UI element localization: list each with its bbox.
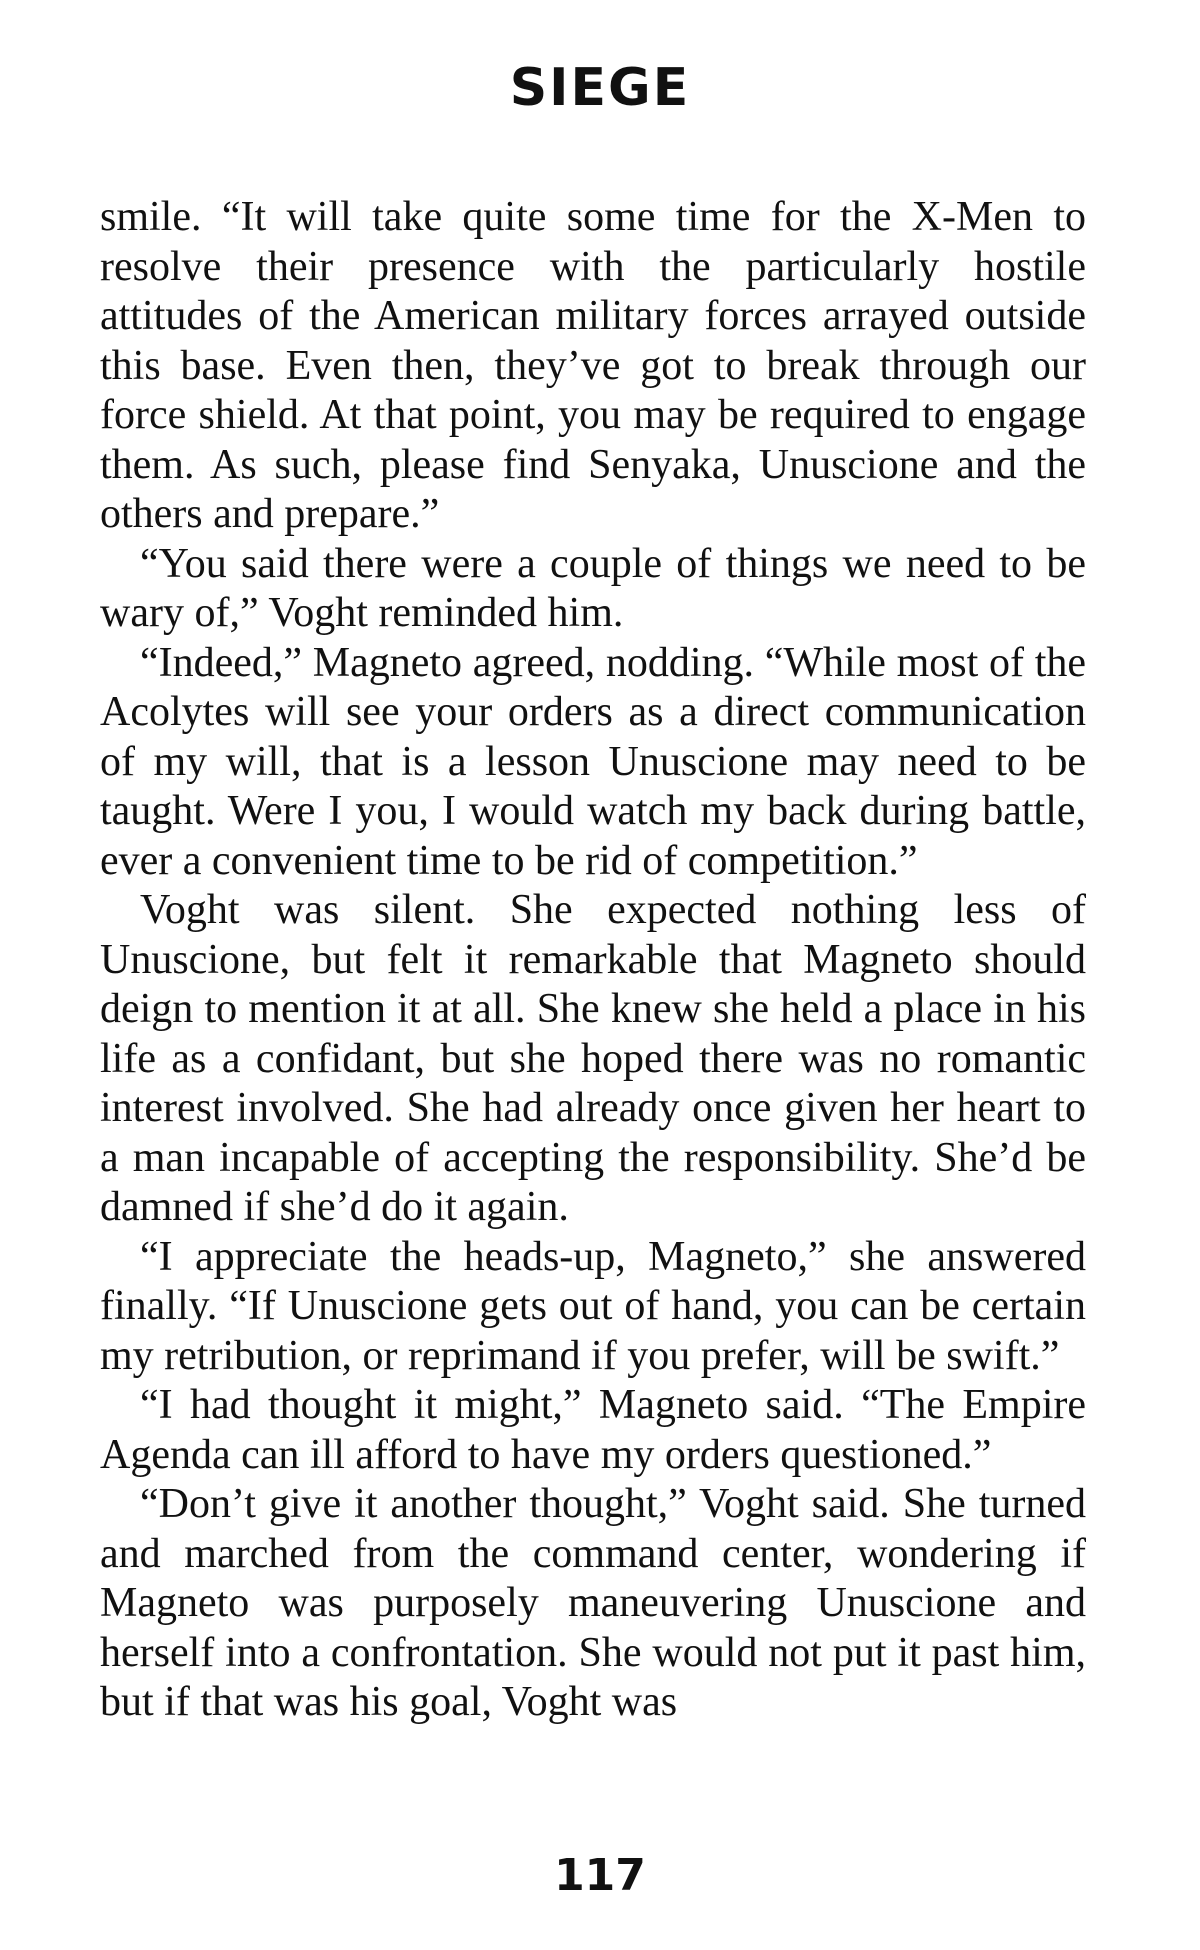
paragraph: “I had thought it might,” Magneto said. “The Empire Agenda can ill afford to have my orders questioned.” — [100, 1382, 1086, 1478]
page-number: 117 — [554, 1850, 646, 1901]
paragraph: “Don’t give it another thought,” Voght said. She turned and marched from the command center, wondering if Magneto was purposely maneuvering Unuscione and herself into a confrontation. She would not put it past him, but if that was his goal, Voght was — [100, 1481, 1086, 1725]
paragraph: “I appreciate the heads-up, Magneto,” she answered finally. “If Unuscione gets out of hand, you can be certain my retribution, or reprimand if you prefer, will be swift.” — [100, 1233, 1086, 1379]
paragraph: “You said there were a couple of things we need to be wary of,” Voght reminded him. — [100, 540, 1086, 636]
paragraph: smile. “It will take quite some time for the X-Men to resolve their presence with the particularly hostile attitudes of the American military forces arrayed outside this base. Even then, they’ve got to break through our force shield. At that point, you may be required to engage them. As such, please find Senyaka, Unuscione and the others and prepare.” — [100, 194, 1086, 537]
running-head: SIEGE — [509, 58, 691, 118]
body-text — [100, 193, 1086, 1728]
paragraph: “Indeed,” Magneto agreed, nodding. “While most of the Acolytes will see your orders as a direct communication of my will, that is a lesson Unuscione may need to be taught. Were I you, I would watch my back during battle, ever a convenient time to be rid of competition.” — [100, 639, 1086, 884]
paragraph: Voght was silent. She expected nothing less of Unuscione, but felt it remarkable that Magneto should deign to mention it at all. She knew she held a place in his life as a confidant, but she hoped there was no romantic interest involved. She had already once given her heart to a man incapable of accepting the responsibility. She’d be damned if she’d do it again. — [100, 887, 1086, 1230]
